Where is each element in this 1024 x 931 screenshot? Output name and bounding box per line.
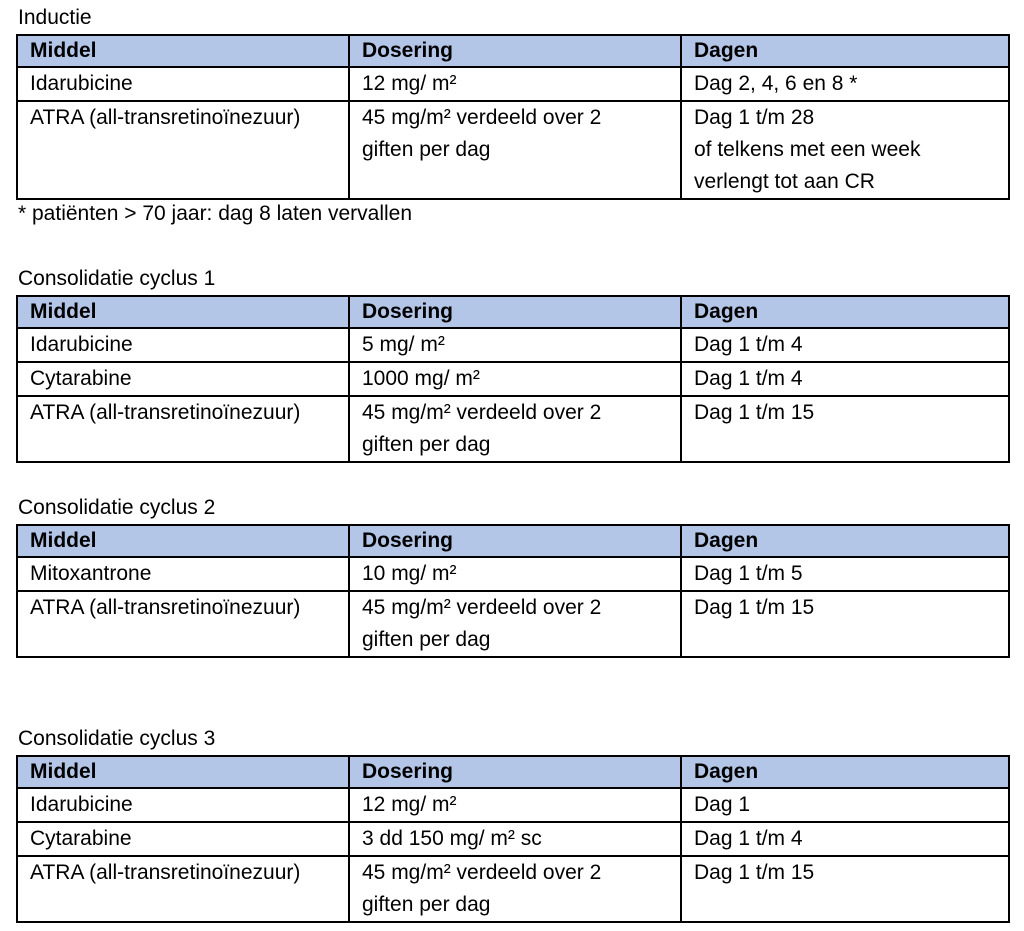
section-caption: Consolidatie cyclus 1 [18, 267, 216, 290]
cell-dagen [681, 822, 1009, 856]
cell-middel: Mitoxantrone [17, 557, 349, 591]
cell-line: 12 mg/ m² [362, 72, 457, 95]
cell-line: giften per dag [362, 433, 491, 456]
cell-line: Dag 1 [694, 793, 751, 816]
cell-line: Dag 1 t/m 5 [694, 562, 803, 585]
section-caption: Consolidatie cyclus 3 [18, 727, 216, 750]
table-row [17, 822, 1009, 856]
cell-line: 5 mg/ m² [362, 333, 445, 356]
cell-line: 1000 mg/ m² [362, 367, 480, 390]
table-row [17, 788, 1009, 822]
cell-middel: ATRA (all-transretinoïnezuur) [17, 591, 349, 657]
cell-dosering [349, 591, 681, 657]
cell-middel: ATRA (all-transretinoïnezuur) [17, 396, 349, 462]
table-row [17, 101, 1009, 199]
cell-line: Dag 1 t/m 28 [694, 106, 815, 129]
cell-dagen [681, 362, 1009, 396]
cell-dosering [349, 788, 681, 822]
table-header-row [17, 35, 1009, 67]
cell-line: giften per dag [362, 628, 491, 651]
cell-dosering [349, 856, 681, 922]
cell-line: Dag 1 t/m 4 [694, 827, 803, 850]
table-row [17, 328, 1009, 362]
section-consolidatie-2 [16, 492, 1008, 658]
cell-line: 45 mg/m² verdeeld over 2 [362, 861, 602, 884]
cell-middel: Idarubicine [17, 788, 349, 822]
cell-dosering [349, 557, 681, 591]
cell-line: Dag 1 t/m 15 [694, 861, 815, 884]
cell-dosering [349, 67, 681, 101]
cell-line: Dag 1 t/m 15 [694, 401, 815, 424]
cell-dagen [681, 591, 1009, 657]
cell-line: 3 dd 150 mg/ m² sc [362, 827, 542, 850]
table-header-row [17, 296, 1009, 328]
cell-line: 45 mg/m² verdeeld over 2 [362, 596, 602, 619]
table-header-row [17, 756, 1009, 788]
header-middel: Middel [17, 525, 349, 557]
footnote: * patiënten > 70 jaar: dag 8 laten vervallen [18, 202, 413, 225]
cell-line: Dag 1 t/m 4 [694, 333, 803, 356]
section-caption: Inductie [18, 6, 92, 29]
cell-middel: Cytarabine [17, 822, 349, 856]
cell-line: Dag 1 t/m 4 [694, 367, 803, 390]
cell-dagen [681, 101, 1009, 199]
cell-dagen [681, 856, 1009, 922]
cell-line: 12 mg/ m² [362, 793, 457, 816]
cell-middel: ATRA (all-transretinoïnezuur) [17, 101, 349, 199]
cell-line: 10 mg/ m² [362, 562, 457, 585]
cell-dagen [681, 328, 1009, 362]
cell-line: 45 mg/m² verdeeld over 2 [362, 106, 602, 129]
cell-line: verlengt tot aan CR [694, 170, 875, 193]
cell-dagen [681, 396, 1009, 462]
cell-line: giften per dag [362, 893, 491, 916]
header-dagen: Dagen [681, 756, 1009, 788]
cell-dagen [681, 788, 1009, 822]
cell-dagen [681, 67, 1009, 101]
header-dosering: Dosering [349, 525, 681, 557]
table-row [17, 557, 1009, 591]
section-consolidatie-3 [16, 723, 1008, 923]
cell-middel: ATRA (all-transretinoïnezuur) [17, 856, 349, 922]
header-dosering: Dosering [349, 296, 681, 328]
header-middel: Middel [17, 756, 349, 788]
section-caption: Consolidatie cyclus 2 [18, 496, 216, 519]
cell-dosering [349, 822, 681, 856]
cell-line: of telkens met een week [694, 138, 921, 161]
table-row [17, 591, 1009, 657]
cell-dagen [681, 557, 1009, 591]
table-row [17, 856, 1009, 922]
regimen-table [16, 755, 1010, 923]
header-middel: Middel [17, 35, 349, 67]
table-row [17, 396, 1009, 462]
regimen-table [16, 295, 1010, 463]
section-inductie [16, 2, 1008, 200]
header-dagen: Dagen [681, 525, 1009, 557]
cell-line: 45 mg/m² verdeeld over 2 [362, 401, 602, 424]
header-dosering: Dosering [349, 756, 681, 788]
cell-middel: Cytarabine [17, 362, 349, 396]
table-header-row [17, 525, 1009, 557]
regimen-table [16, 34, 1010, 200]
header-dagen: Dagen [681, 35, 1009, 67]
cell-line: Dag 1 t/m 15 [694, 596, 815, 619]
cell-line: Dag 2, 4, 6 en 8 * [694, 72, 858, 95]
header-dosering: Dosering [349, 35, 681, 67]
header-middel: Middel [17, 296, 349, 328]
cell-middel: Idarubicine [17, 67, 349, 101]
cell-middel: Idarubicine [17, 328, 349, 362]
cell-dosering [349, 101, 681, 199]
regimen-table [16, 524, 1010, 658]
table-row [17, 362, 1009, 396]
section-consolidatie-1 [16, 263, 1008, 463]
cell-dosering [349, 396, 681, 462]
cell-dosering [349, 362, 681, 396]
cell-dosering [349, 328, 681, 362]
cell-line: giften per dag [362, 138, 491, 161]
table-row [17, 67, 1009, 101]
header-dagen: Dagen [681, 296, 1009, 328]
